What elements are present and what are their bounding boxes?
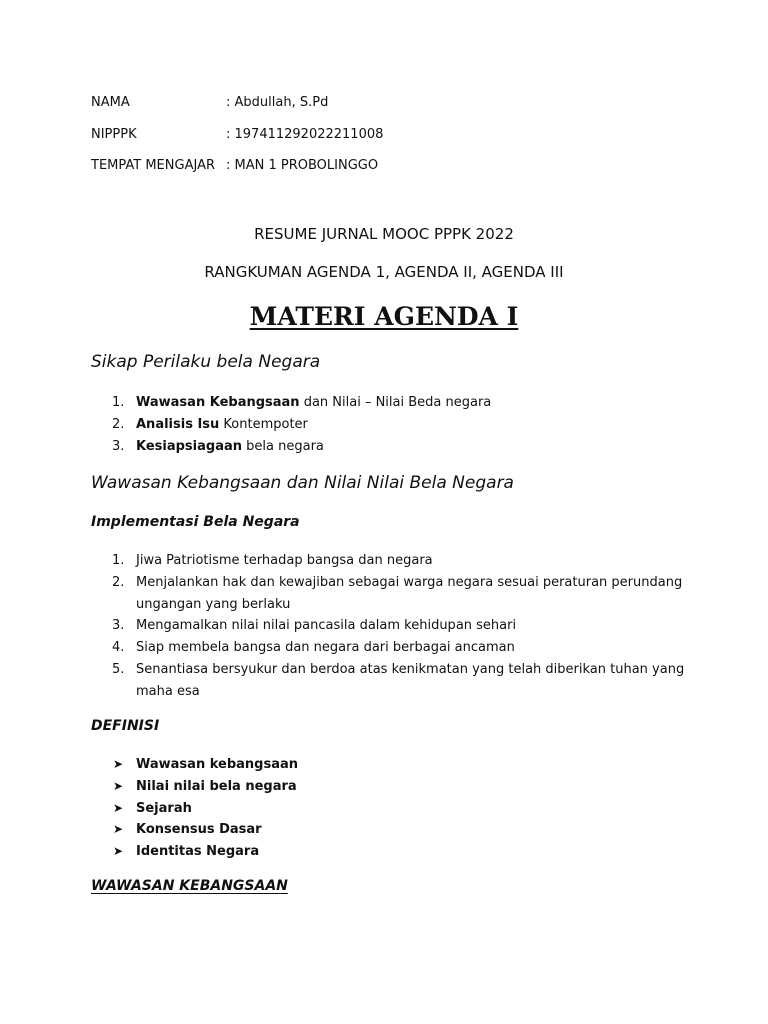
list-number: 1. [112, 395, 125, 410]
list-item-text: Mengamalkan nilai nilai pancasila dalam kehidupan sehari [136, 618, 517, 634]
list-item-text: Jiwa Patriotisme terhadap bangsa dan negara [136, 553, 433, 568]
definisi-list [91, 754, 691, 863]
list-item-text: Kontempoter [219, 416, 308, 432]
list-item [91, 572, 691, 616]
list-item [91, 659, 691, 703]
info-label: NIPPPK [91, 127, 137, 142]
implementasi-list [91, 550, 691, 703]
section2-subheading: Implementasi Bela Negara [91, 514, 300, 530]
info-label: NAMA [91, 95, 130, 110]
list-item [91, 550, 691, 572]
list-number: 1. [112, 553, 125, 568]
list-item [91, 436, 691, 458]
list-item [91, 819, 691, 841]
list-item [91, 414, 691, 436]
arrow-bullet-icon: ➤ [113, 757, 124, 771]
arrow-bullet-icon: ➤ [113, 778, 124, 793]
list-item-text: Siap membela bangsa dan negara dari berbagai ancaman [136, 640, 515, 656]
arrow-bullet-icon: ➤ [113, 800, 124, 815]
list-number: 2. [112, 574, 125, 590]
main-title: MATERI AGENDA I [249, 302, 519, 331]
section1-heading: Sikap Perilaku bela Negara [91, 352, 321, 372]
list-item [91, 841, 691, 863]
info-value: : MAN 1 PROBOLINGGO [226, 158, 379, 173]
list-item [91, 637, 691, 659]
list-item-text: Senantiasa bersyukur dan berdoa atas kenikmatan yang telah diberikan tuhan yang maha esa [136, 661, 685, 699]
list-item-bold: Kesiapsiagaan [136, 438, 243, 454]
list-item-text: Konsensus Dasar [136, 822, 262, 838]
list-item-bold: Analisis Isu [136, 416, 220, 432]
list-item-text: Sejarah [136, 800, 192, 816]
list-item [91, 776, 691, 798]
list-number: 3. [112, 438, 125, 454]
list-item-text: Wawasan kebangsaan [136, 757, 299, 772]
list-item-text: Identitas Negara [136, 844, 260, 860]
list-item [91, 754, 691, 776]
info-value: : 197411292022211008 [226, 127, 384, 142]
info-label: TEMPAT MENGAJAR [91, 158, 215, 173]
list-item-text: dan Nilai – Nilai Beda negara [299, 395, 492, 410]
list-number: 2. [112, 416, 125, 432]
definisi-heading: DEFINISI [91, 718, 160, 734]
section3-heading: WAWASAN KEBANGSAAN [91, 878, 288, 894]
section2-heading: Wawasan Kebangsaan dan Nilai Nilai Bela Negara [91, 473, 514, 493]
arrow-bullet-icon: ➤ [113, 822, 124, 837]
list-item-text: bela negara [242, 438, 324, 454]
list-item-text: Menjalankan hak dan kewajiban sebagai warga negara sesuai peraturan perundang ungangan yang berlaku [136, 574, 683, 612]
list-item [91, 615, 691, 637]
list-number: 4. [112, 640, 125, 656]
summary-title: RANGKUMAN AGENDA 1, AGENDA II, AGENDA III [204, 263, 564, 281]
list-number: 3. [112, 618, 125, 634]
section1-list [91, 392, 691, 457]
list-item-bold: Wawasan Kebangsaan [136, 395, 300, 410]
list-number: 5. [112, 661, 125, 677]
info-value: : Abdullah, S.Pd [226, 95, 329, 110]
list-item [91, 798, 691, 820]
resume-title: RESUME JURNAL MOOC PPPK 2022 [254, 225, 514, 243]
list-item [91, 392, 691, 414]
list-item-text: Nilai nilai bela negara [136, 778, 297, 794]
arrow-bullet-icon: ➤ [113, 844, 124, 859]
